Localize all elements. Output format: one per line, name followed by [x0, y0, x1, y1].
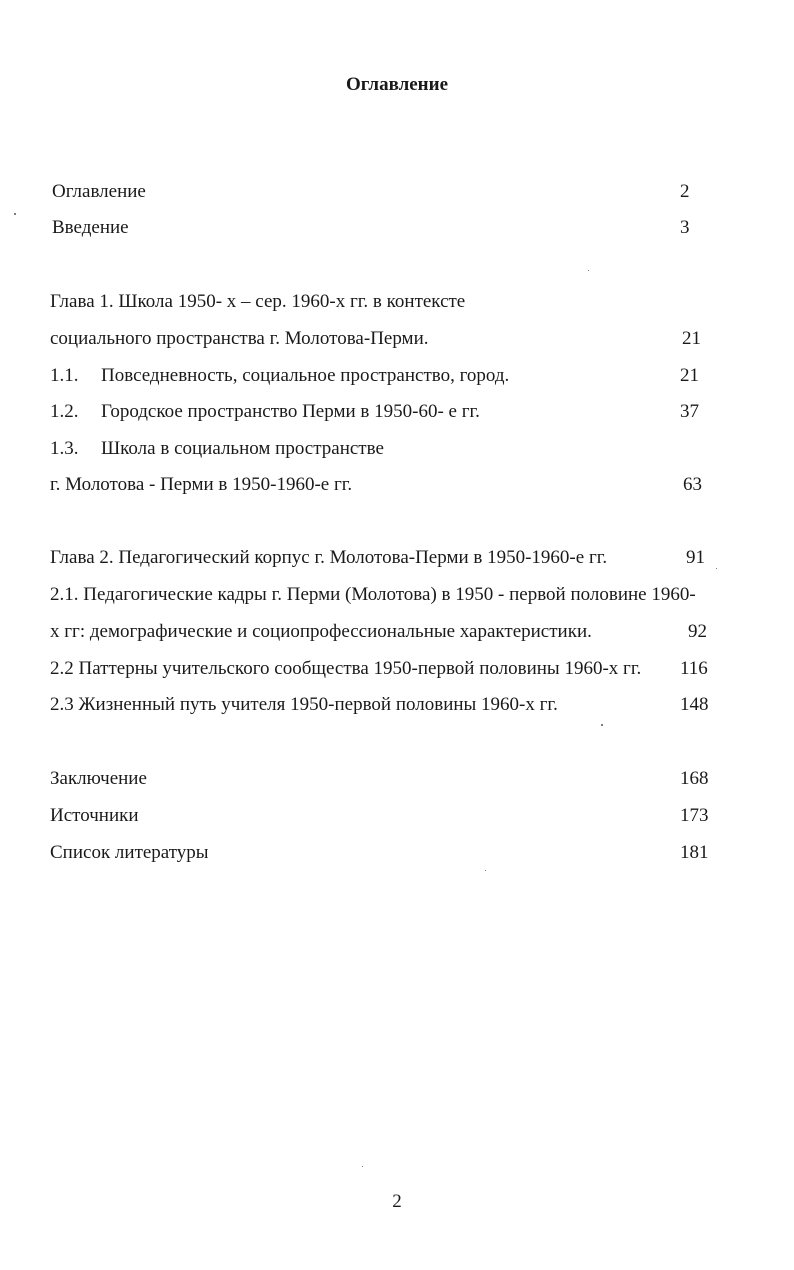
toc-entry-section-2-1[interactable]: 2.1. Педагогические кадры г. Перми (Молотова) в 1950 - первой половине 1960-: [50, 584, 696, 605]
toc-entry-chapter-2[interactable]: Глава 2. Педагогический корпус г. Молотова-Перми в 1950-1960-е гг.: [50, 547, 608, 568]
toc-entry-chapter-1[interactable]: Глава 1. Школа 1950- х – сер. 1960-х гг. в контексте: [50, 291, 466, 312]
scan-speck: [485, 870, 486, 871]
toc-page-conclusion: 168: [680, 768, 709, 789]
toc-page-chapter-1: 21: [682, 328, 701, 349]
toc-page-section-1-1: 21: [680, 365, 699, 386]
toc-entry-sources[interactable]: Источники: [50, 805, 139, 826]
scan-speck: [362, 1166, 363, 1167]
toc-number-1-1: 1.1.: [50, 365, 79, 386]
toc-page-chapter-2: 91: [686, 547, 705, 568]
toc-entry-section-1-3[interactable]: Школа в социальном пространстве: [101, 438, 384, 459]
toc-entry-section-2-1-cont[interactable]: х гг: демографические и социопрофессиональные характеристики.: [50, 621, 592, 642]
toc-number-1-2: 1.2.: [50, 401, 79, 422]
toc-entry-chapter-1-cont[interactable]: социального пространства г. Молотова-Перми.: [50, 328, 429, 349]
toc-number-1-3: 1.3.: [50, 438, 79, 459]
toc-page-introduction: 3: [680, 217, 690, 238]
toc-page-section-1-2: 37: [680, 401, 699, 422]
scan-speck: [716, 568, 717, 569]
toc-page-section-2-2: 116: [680, 658, 708, 679]
toc-page-literature: 181: [680, 842, 709, 863]
toc-page-contents: 2: [680, 181, 690, 202]
toc-entry-section-2-3[interactable]: 2.3 Жизненный путь учителя 1950-первой половины 1960-х гг.: [50, 694, 558, 715]
toc-entry-literature[interactable]: Список литературы: [50, 842, 209, 863]
toc-entry-contents[interactable]: Оглавление: [52, 181, 146, 202]
scan-speck: [601, 724, 603, 726]
page-number: 2: [392, 1191, 402, 1212]
toc-entry-conclusion[interactable]: Заключение: [50, 768, 147, 789]
toc-page-section-2-3: 148: [680, 694, 709, 715]
toc-entry-section-1-3-cont[interactable]: г. Молотова - Перми в 1950-1960-е гг.: [50, 474, 353, 495]
toc-page-section-2-1: 92: [688, 621, 707, 642]
toc-entry-introduction[interactable]: Введение: [52, 217, 129, 238]
toc-page-section-1-3: 63: [683, 474, 702, 495]
page-title: Оглавление: [345, 74, 449, 95]
toc-entry-section-1-1[interactable]: Повседневность, социальное пространство, город.: [101, 365, 510, 386]
toc-entry-section-1-2[interactable]: Городское пространство Перми в 1950-60- е гг.: [101, 401, 480, 422]
toc-page-sources: 173: [680, 805, 709, 826]
scan-speck: [588, 270, 589, 271]
scan-speck: [14, 213, 16, 215]
toc-entry-section-2-2[interactable]: 2.2 Паттерны учительского сообщества 1950-первой половины 1960-х гг.: [50, 658, 642, 679]
